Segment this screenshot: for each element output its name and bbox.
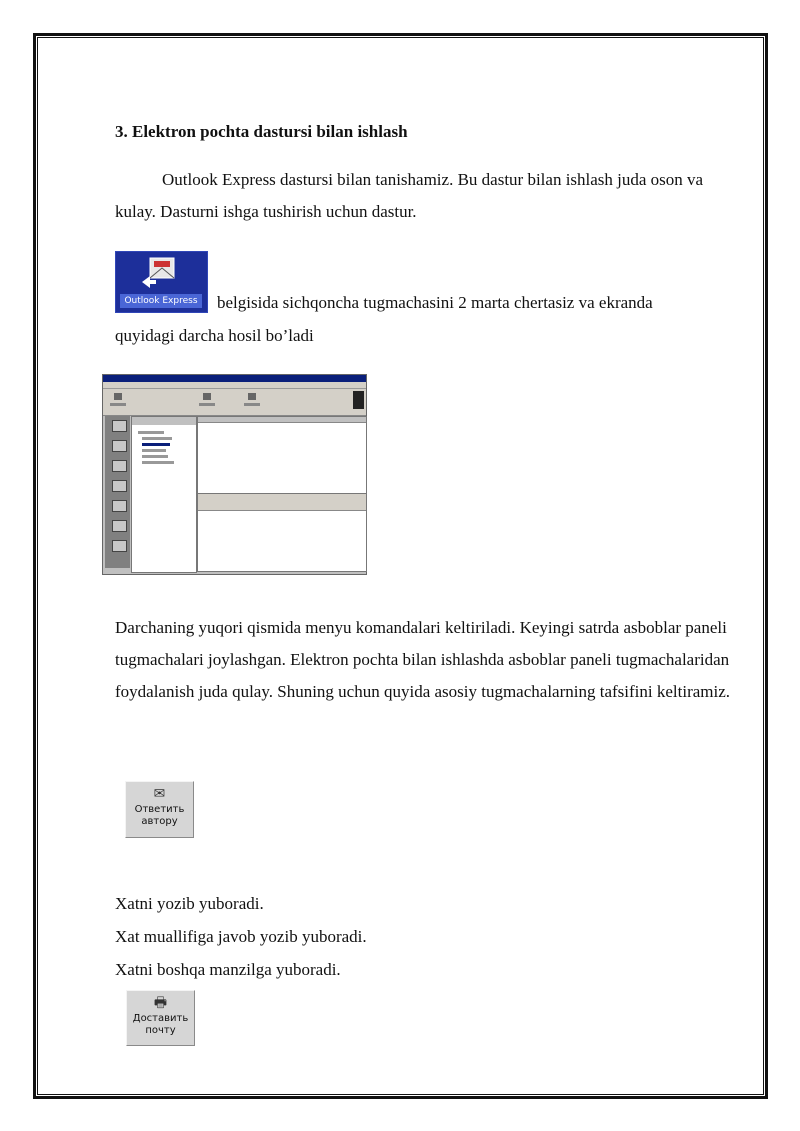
outlook-bar — [105, 416, 130, 568]
icon-instruction-line1: belgisida sichqoncha tugmachasini 2 marta chertasiz va ekranda — [217, 293, 653, 312]
window-titlebar — [103, 375, 366, 382]
description-line-3: Xatni boshqa manzilga yuboradi. — [115, 960, 341, 979]
reply-author-icon: ✉ — [153, 786, 166, 802]
folder-item — [138, 431, 164, 434]
folder-item — [142, 455, 168, 458]
envelope-graphic — [116, 252, 207, 296]
icon-instruction-line2: quyidagi darcha hosil bo’ladi — [115, 326, 314, 345]
preview-header — [198, 494, 366, 511]
reply-author-line1: Ответить — [134, 804, 185, 815]
toolbar-button-icon — [243, 392, 261, 410]
folder-item — [142, 437, 172, 440]
deliver-mail-button[interactable] — [126, 990, 195, 1046]
folder-list-header — [132, 417, 196, 425]
section-heading: 3. Elektron pochta dastursi bilan ishlash — [115, 122, 408, 141]
message-list-pane — [197, 416, 367, 494]
folder-item-selected — [142, 443, 170, 446]
description-line-1: Xatni yozib yuboradi. — [115, 894, 264, 913]
outlook-bar-icon — [112, 480, 127, 492]
outlook-bar-icon — [112, 520, 127, 532]
window-toolbar — [103, 389, 366, 416]
outlook-bar-icon — [112, 440, 127, 452]
message-list-header — [198, 417, 366, 423]
outlook-window-screenshot — [102, 374, 367, 575]
toolbar-button-icon — [198, 392, 216, 410]
description-line-2: Xat muallifiga javob yozib yuboradi. — [115, 927, 367, 946]
outlook-bar-icon — [112, 460, 127, 472]
deliver-mail-line2: почту — [145, 1025, 176, 1036]
toolbar-description-paragraph: Darchaning yuqori qismida menyu komandalari keltiriladi. Keyingi satrda asboblar paneli tugmachalari joylashgan. Elektron pochta bilan ishlashda asboblar paneli tugmachalaridan foydalanish juda qulay. Shuning uchun quyida asosiy tugmachalarning tafsifini keltiramiz. — [115, 618, 731, 701]
folder-item — [142, 461, 174, 464]
window-menubar — [103, 382, 366, 389]
folder-list-pane — [131, 416, 197, 573]
outlook-express-label: Outlook Express — [120, 294, 202, 308]
preview-pane — [197, 493, 367, 572]
deliver-mail-line1: Доставить — [132, 1013, 189, 1024]
toolbar-button-icon — [109, 392, 127, 410]
reply-author-button[interactable] — [125, 781, 194, 838]
outlook-express-icon[interactable] — [115, 251, 208, 313]
outlook-bar-icon — [112, 420, 127, 432]
windows-logo-icon — [353, 391, 364, 409]
outlook-bar-icon — [112, 540, 127, 552]
outlook-bar-icon — [112, 500, 127, 512]
folder-item — [142, 449, 166, 452]
deliver-mail-icon: 🖶 — [153, 995, 168, 1011]
intro-paragraph: Outlook Express dastursi bilan tanishamiz. Bu dastur bilan ishlash juda oson va kulay. Dasturni ishga tushirish uchun dastur. — [115, 170, 704, 221]
reply-author-line2: автору — [141, 816, 178, 827]
